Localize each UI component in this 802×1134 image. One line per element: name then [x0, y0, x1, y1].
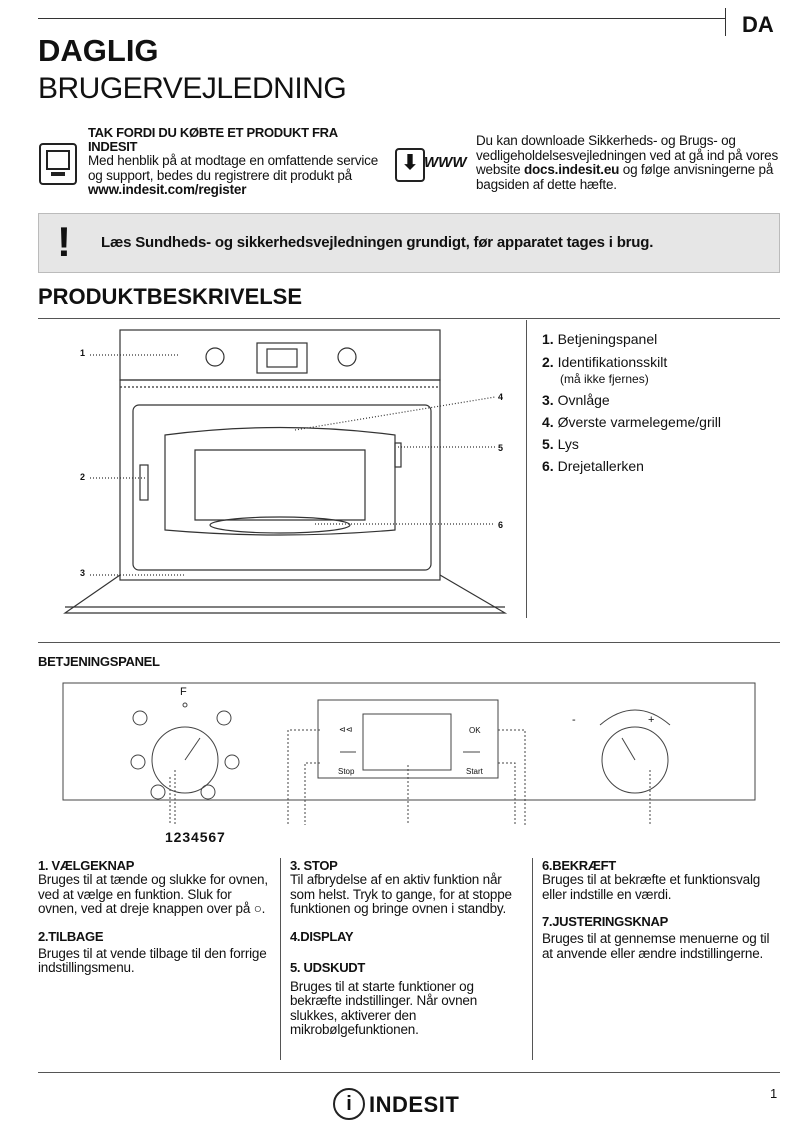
desc-text-5: Bruges til at starte funktioner og bekræfte indstillinger. Når ovnen slukkes, aktiverer den mikrobølgefunktionen. — [290, 978, 478, 1037]
monitor-icon — [39, 143, 77, 185]
panel-numbers: 1 2 3 4 5 6 7 — [165, 829, 225, 845]
title-bold: DAGLIG — [38, 33, 159, 68]
dial-label-f: F — [180, 686, 187, 698]
part-item: 5. Lys — [542, 436, 579, 452]
column-divider — [532, 858, 533, 1060]
part-item: 1. Betjeningspanel — [542, 331, 658, 347]
brand-logo: INDESIT — [369, 1092, 460, 1117]
top-rule — [38, 18, 726, 19]
back-button[interactable]: ⊲⊲ — [339, 725, 353, 734]
minus-label: - — [572, 714, 576, 726]
desc-title-5: 5. UDSKUDT — [290, 959, 366, 975]
download-link[interactable]: docs.indesit.eu — [523, 162, 620, 177]
desc-text-1: Bruges til at tænde og slukke for ovnen, ved at vælge en funktion. Sluk for ovnen, ved at dreje knappen over på ○. — [38, 872, 268, 916]
part-item: 3. Ovnlåge — [542, 392, 610, 408]
callout-2: 2 — [80, 472, 86, 482]
warning-text: Læs Sundheds- og sikkerhedsvejledningen grundigt, før apparatet tages i brug. — [101, 234, 654, 251]
divider-vertical — [526, 320, 527, 618]
divider — [38, 642, 780, 643]
parts-list — [542, 328, 721, 477]
download-text-end: og følge anvisningerne på bagsiden af dette hæfte. — [476, 162, 774, 192]
part-item: 2. Identifikationsskilt (må ikke fjernes) — [542, 354, 668, 386]
part-item: 6. Drejetallerken — [542, 458, 644, 474]
callout-1: 1 — [80, 348, 86, 358]
desc-text-2: Bruges til at vende tilbage til den forrige indstillingsmenu. — [38, 945, 267, 975]
column-divider — [280, 858, 281, 1060]
oven-diagram — [55, 325, 525, 620]
download-icon: ⬇ — [395, 148, 425, 182]
divider — [38, 318, 780, 319]
section-heading-panel: BETJENINGSPANEL — [38, 654, 160, 669]
register-text: Med henblik på at modtage en omfattende service og support, bedes du registrere dit produkt på — [88, 153, 379, 183]
language-code: DA — [742, 12, 774, 37]
desc-title-3: 3. STOP — [290, 858, 338, 873]
desc-title-4: 4.DISPLAY — [290, 928, 354, 944]
section-heading-product: PRODUKTBESKRIVELSE — [38, 284, 303, 309]
indesit-logo-icon: i — [333, 1088, 365, 1120]
callout-3: 3 — [80, 568, 86, 578]
page-number: 1 — [770, 1086, 778, 1101]
desc-title-2: 2.TILBAGE — [38, 928, 104, 944]
register-link[interactable]: www.indesit.com/register — [88, 182, 247, 197]
desc-text-6: Bruges til at bekræfte et funktionsvalg eller indstille en værdi. — [542, 872, 761, 902]
callout-4: 4 — [498, 392, 504, 402]
warning-box — [38, 213, 780, 273]
desc-text-7: Bruges til at gennemse menuerne og til at anvende eller ændre indstillingerne. — [542, 931, 770, 961]
start-button[interactable]: Start — [466, 767, 483, 776]
part-item: 4. Øverste varmelegeme/grill — [542, 414, 721, 430]
callout-6: 6 — [498, 520, 504, 530]
ok-button[interactable]: OK — [469, 726, 481, 735]
desc-title-6: 6.BEKRÆFT — [542, 858, 616, 873]
exclamation-icon: ! — [57, 218, 71, 265]
plus-label: + — [648, 714, 655, 726]
register-heading: TAK FORDI DU KØBTE ET PRODUKT FRA INDESIT — [88, 125, 338, 154]
top-rule-tick — [725, 8, 726, 36]
desc-title-7: 7.JUSTERINGSKNAP — [542, 914, 668, 929]
desc-title-1: 1. VÆLGEKNAP — [38, 858, 135, 873]
footer-rule — [38, 1072, 780, 1073]
callout-5: 5 — [498, 443, 504, 453]
stop-button[interactable]: Stop — [338, 767, 355, 776]
title-light: BRUGERVEJLEDNING — [38, 72, 347, 105]
desc-text-3: Til afbrydelse af en aktiv funktion når som helst. Tryk to gange, for at stoppe funktionen og bringe ovnen i standby. — [290, 872, 512, 916]
callout-lines — [90, 355, 495, 575]
control-panel-diagram — [60, 680, 760, 830]
download-text: Du kan downloade Sikkerheds- og Brugs- og vedligeholdelsesvejledningen ved at gå ind på vores website — [476, 133, 779, 177]
www-icon-text: WWW — [424, 154, 467, 171]
